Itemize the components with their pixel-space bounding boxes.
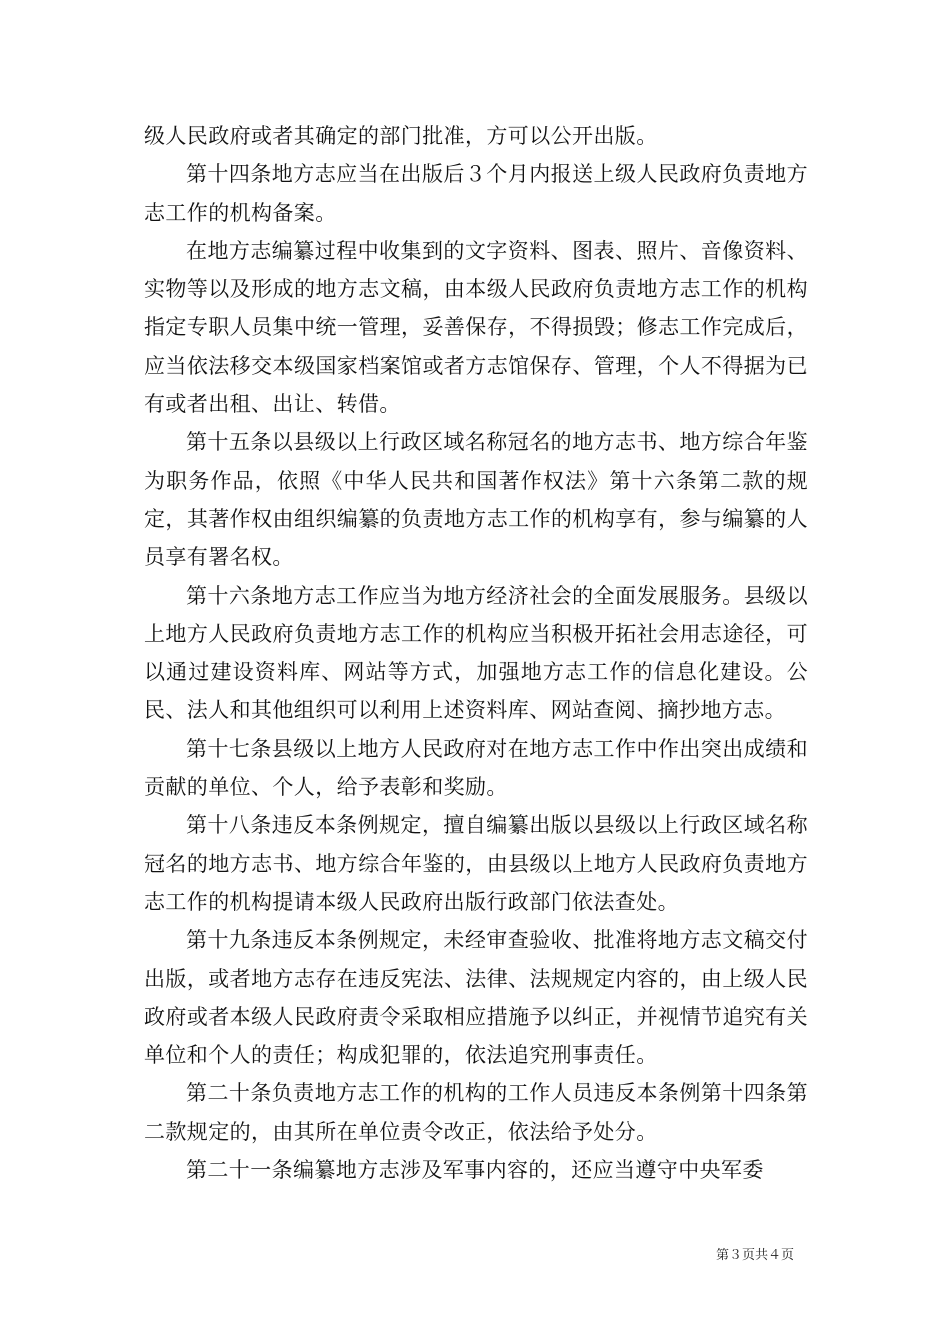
document-body: [144, 117, 808, 1189]
paragraph-continued: 级人民政府或者其确定的部门批准，方可以公开出版。: [144, 124, 658, 148]
paragraph-archive-management: 在地方志编纂过程中收集到的文字资料、图表、照片、音像资料、实物等以及形成的地方志文稿，由本级人民政府负责地方志工作的机构指定专职人员集中统一管理，妥善保存，不得损毁；修志工作完成后，应当依法移交本级国家档案馆或者方志馆保存、管理，个人不得据为已有或者出租、出让、转借。: [144, 238, 808, 417]
page-number: 第３页共４页: [716, 1248, 795, 1263]
paragraph-article-15: 第十五条以县级以上行政区域名称冠名的地方志书、地方综合年鉴为职务作品，依照《中华人民共和国著作权法》第十六条第二款的规定，其著作权由组织编纂的负责地方志工作的机构享有，参与编纂的人员享有署名权。: [144, 430, 808, 570]
paragraph-article-19: 第十九条违反本条例规定，未经审查验收、批准将地方志文稿交付出版，或者地方志存在违反宪法、法律、法规规定内容的，由上级人民政府或者本级人民政府责令采取相应措施予以纠正，并视情节追究有关单位和个人的责任；构成犯罪的，依法追究刑事责任。: [144, 928, 808, 1068]
paragraph-article-16: 第十六条地方志工作应当为地方经济社会的全面发展服务。县级以上地方人民政府负责地方志工作的机构应当积极开拓社会用志途径，可以通过建设资料库、网站等方式，加强地方志工作的信息化建设。公民、法人和其他组织可以利用上述资料库、网站查阅、摘抄地方志。: [144, 583, 808, 723]
paragraph-article-17: 第十七条县级以上地方人民政府对在地方志工作中作出突出成绩和贡献的单位、个人，给予表彰和奖励。: [144, 736, 808, 800]
paragraph-article-18: 第十八条违反本条例规定，擅自编纂出版以县级以上行政区域名称冠名的地方志书、地方综合年鉴的，由县级以上地方人民政府负责地方志工作的机构提请本级人民政府出版行政部门依法查处。: [144, 813, 808, 914]
paragraph-article-21: 第二十一条编纂地方志涉及军事内容的，还应当遵守中央军委: [186, 1158, 764, 1183]
paragraph-article-20: 第二十条负责地方志工作的机构的工作人员违反本条例第十四条第二款规定的，由其所在单位责令改正，依法给予处分。: [144, 1081, 808, 1144]
paragraph-article-14: 第十四条地方志应当在出版后３个月内报送上级人民政府负责地方志工作的机构备案。: [144, 162, 808, 225]
